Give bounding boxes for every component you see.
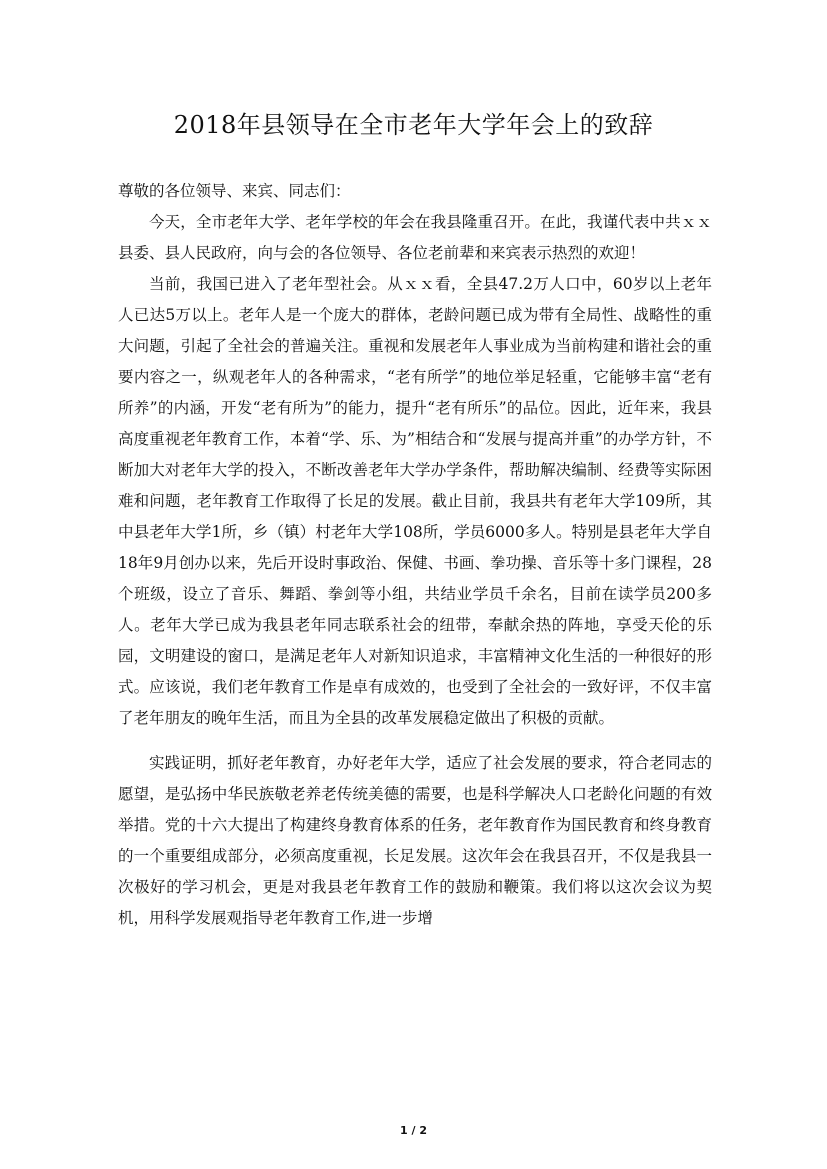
document-title: 2018年县领导在全市老年大学年会上的致辞 [173,111,654,139]
paragraph-aging-society: 当前，我国已进入了老年型社会。从ｘｘ看，全县47.2万人口中，60岁以上老年人已达5万以上。老年人是一个庞大的群体，老龄问题已成为带有全局性、战略性的重大问题，引起了全社会的普遍关注。重视和发展老年人事业成为当前构建和谐社会的重要内容之一，纵观老年人的各种需求，“老有所学”的地位举足轻重，它能够丰富“老有所养”的内涵，开发“老有所为”的能力，提升“老有所乐”的品位。因此，近年来，我县高度重视老年教育工作，本着“学、乐、为”相结合和“发展与提高并重”的办学方针，不断加大对老年大学的投入，不断改善老年大学办学条件，帮助解决编制、经费等实际困难和问题，老年教育工作取得了长足的发展。截止目前，我县共有老年大学109所，其中县老年大学1所，乡（镇）村老年大学108所，学员6000多人。特别是县老年大学自18年9月创办以来，先后开设时事政治、保健、书画、拳功操、音乐等十多门课程，28个班级，设立了音乐、舞蹈、拳剑等小组，共结业学员千余名，目前在读学员200多人。老年大学已成为我县老年同志联系社会的纽带，奉献余热的阵地，享受天伦的乐园，文明建设的窗口，是满足老年人对新知识追求，丰富精神文化生活的一种很好的形式。应该说，我们老年教育工作是卓有成效的，也受到了全社会的一致好评，不仅丰富了老年朋友的晚年生活，而且为全县的改革发展稳定做出了积极的贡献。 [118,275,712,727]
salutation: 尊敬的各位领导、来宾、同志们： [118,182,351,200]
page-indicator: 1 / 2 [400,1124,427,1137]
paragraph-practice: 实践证明，抓好老年教育，办好老年大学，适应了社会发展的要求，符合老同志的愿望，是弘扬中华民族敬老养老传统美德的需要，也是科学解决人口老龄化问题的有效举措。党的十六大提出了构建终身教育体系的任务，老年教育作为国民教育和终身教育的一个重要组成部分，必须高度重视，长足发展。这次年会在我县召开，不仅是我县一次极好的学习机会，更是对我县老年教育工作的鼓励和鞭策。我们将以这次会议为契机，用科学发展观指导老年教育工作,进一步增 [118,754,712,927]
document-body [118,176,712,934]
paragraph-welcome: 今天，全市老年大学、老年学校的年会在我县隆重召开。在此，我谨代表中共ｘｘ县委、县人民政府，向与会的各位领导、各位老前辈和来宾表示热烈的欢迎！ [118,213,712,262]
